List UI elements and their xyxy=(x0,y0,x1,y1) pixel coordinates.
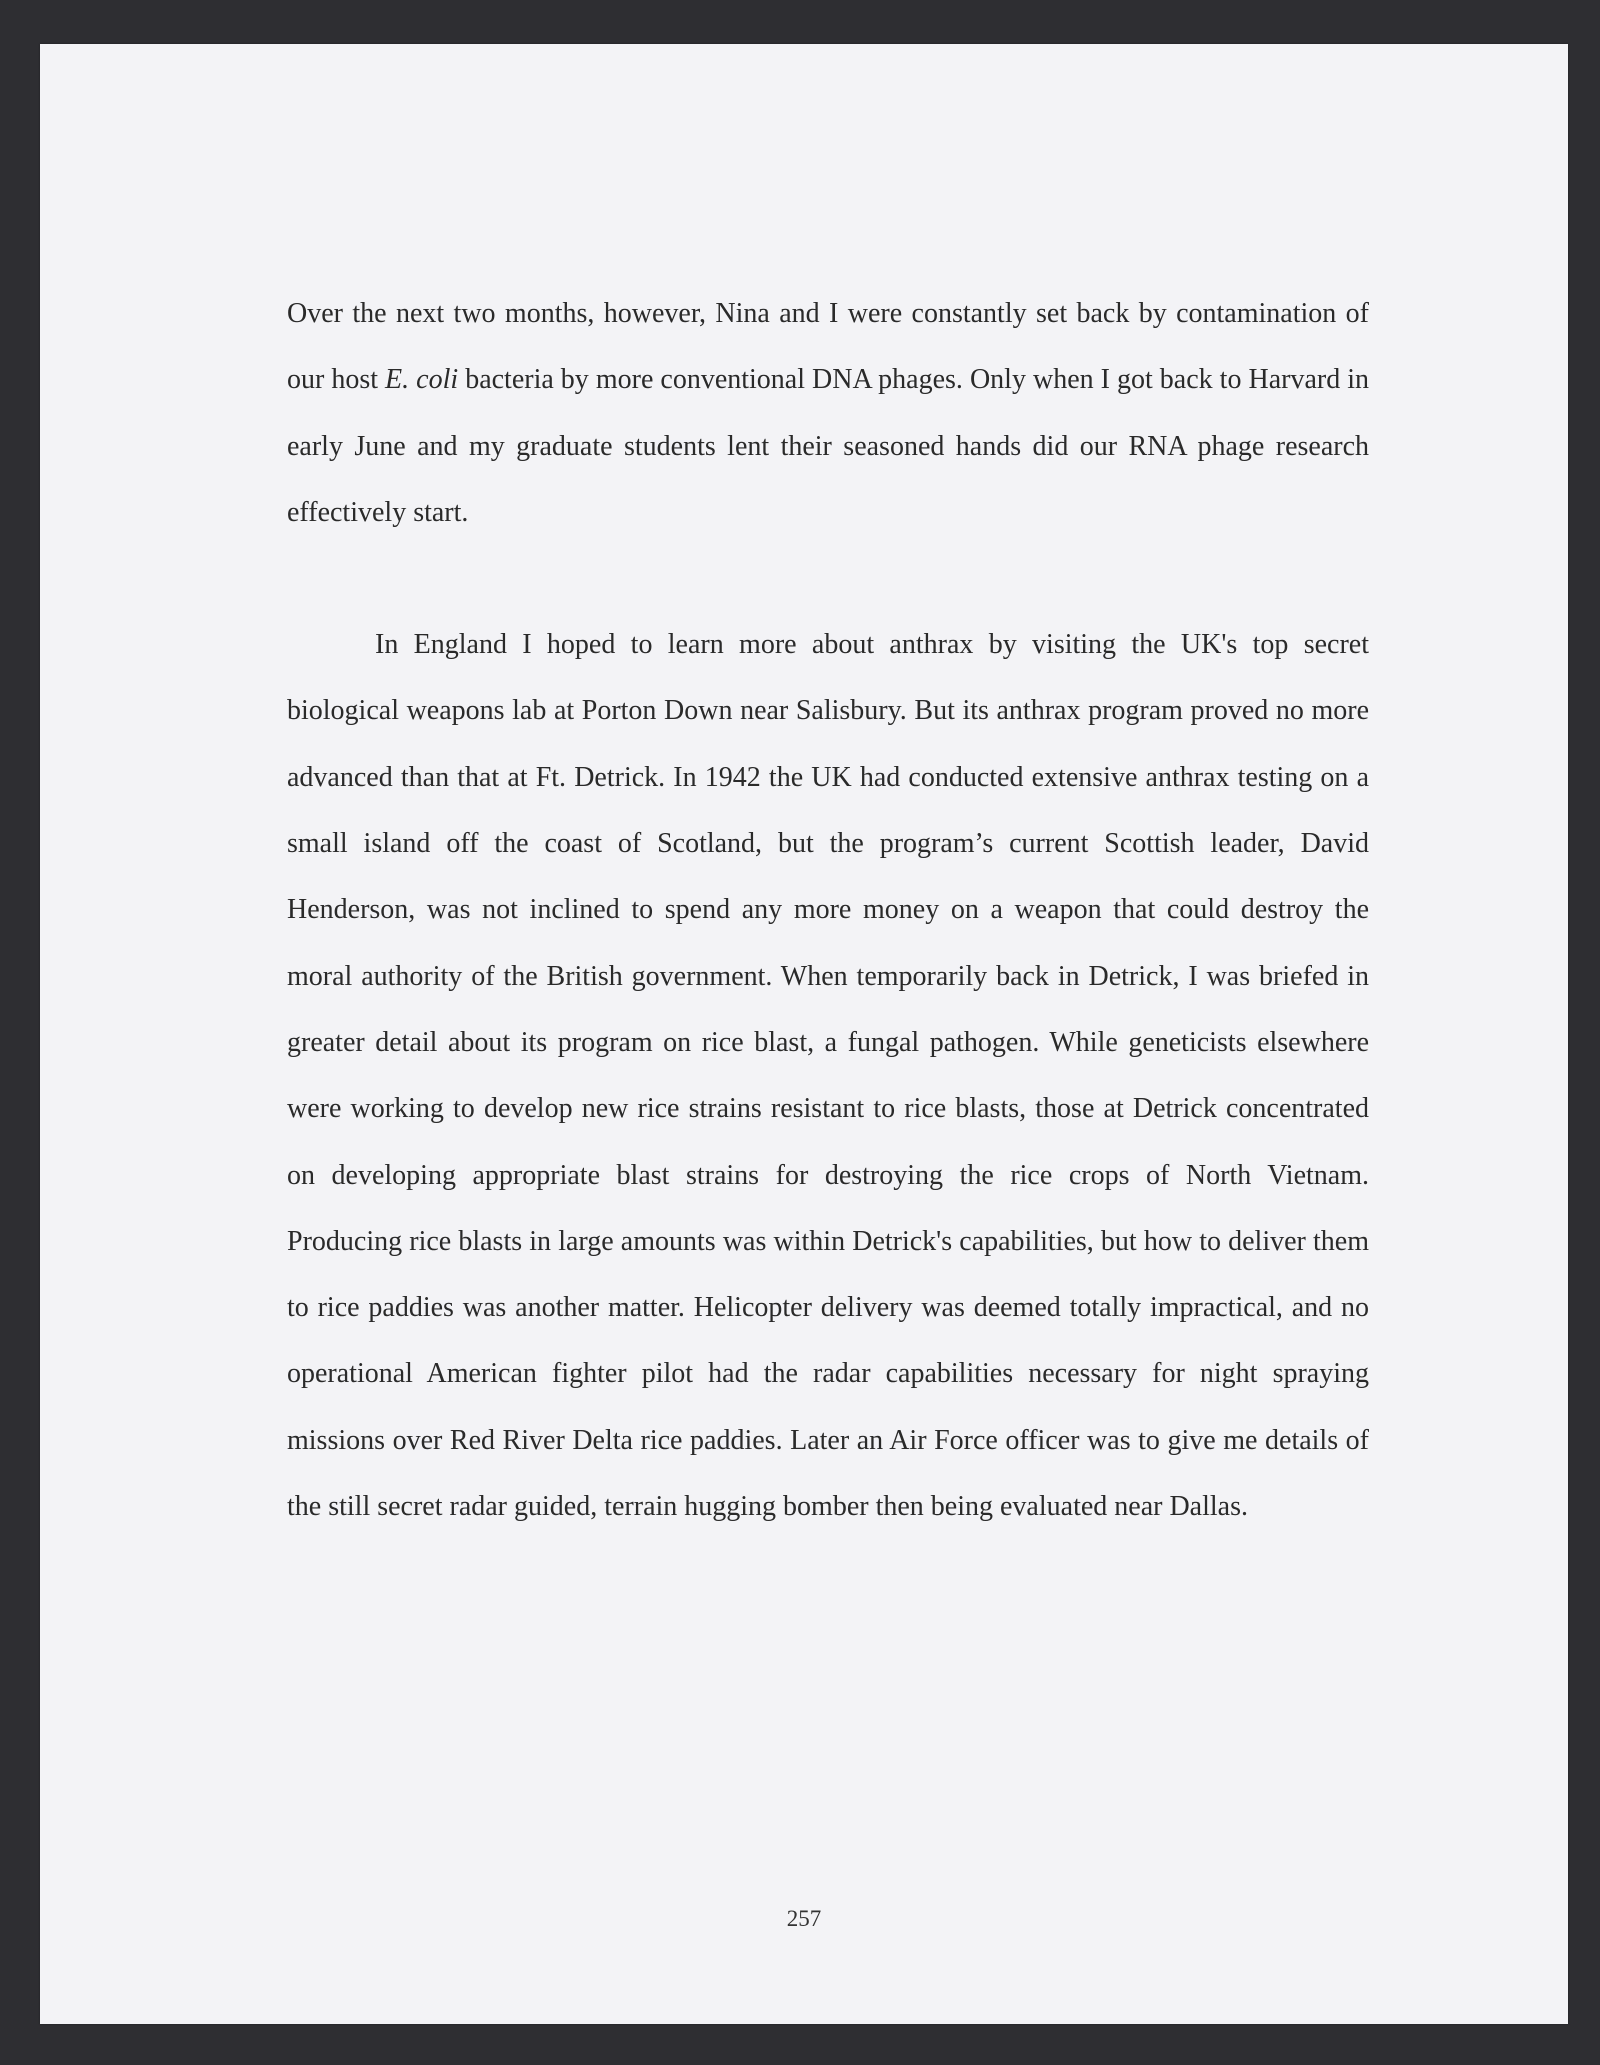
italic-species-name: E. coli xyxy=(385,364,459,396)
paragraph-1-text-start: Over the next two months, however, Nina and I were constantly set back by contamination of our host xyxy=(287,298,1369,396)
page-number: 257 xyxy=(786,1906,822,1931)
paragraph-2: In England I hoped to learn more about anthrax by visiting the UK's top secret biological weapons lab at Porton Down near Salisbury. But its anthrax program proved no more advanced than that at Ft. Detrick. In 1942 the UK had conducted extensive anthrax testing on a small island off the coast of Scotland, but the program’s current Scottish leader, David Henderson, was not inclined to spend any more money on a weapon that could destroy the moral authority of the British government. When temporarily back in Detrick, I was briefed in greater detail about its program on rice blast, a fungal pathogen. While geneticists elsewhere were working to develop new rice strains resistant to rice blasts, those at Detrick concentrated on developing appropriate blast strains for destroying the rice crops of North Vietnam. Producing rice blasts in large amounts was within Detrick's capabilities, but how to deliver them to rice paddies was another matter. Helicopter delivery was deemed totally impractical, and no operational American fighter pilot had the radar capabilities necessary for night spraying missions over Red River Delta rice paddies. Later an Air Force officer was to give me details of the still secret radar guided, terrain hugging bomber then being evaluated near Dallas. xyxy=(287,629,1369,1523)
body-text xyxy=(287,281,1369,1540)
paragraph-1-text-end: bacteria by more conventional DNA phages. Only when I got back to Harvard in early June and my graduate students lent their seasoned hands did our RNA phage research effectively start. xyxy=(287,364,1369,528)
paragraph-1 xyxy=(287,281,1369,546)
document-page xyxy=(40,44,1568,2024)
